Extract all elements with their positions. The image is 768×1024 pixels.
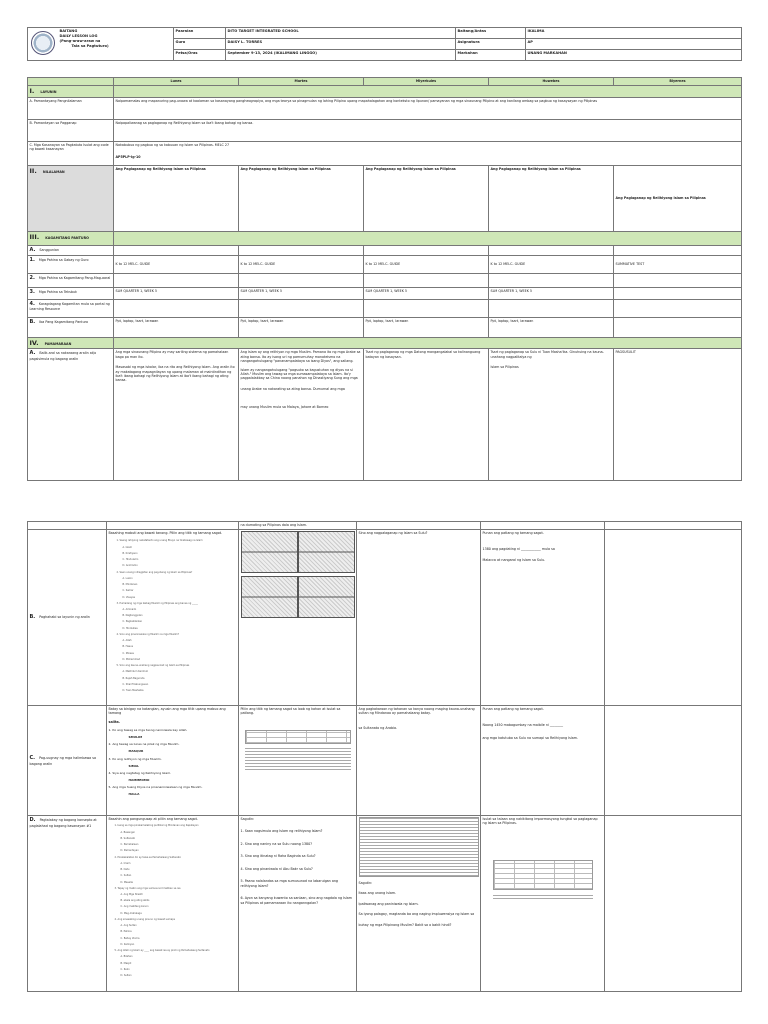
quiz-item: 5. Ang Allah ng Islam ay ____ ang bawat isa ay pinili ng Pamahalaang Sultanato [114, 949, 210, 953]
procedure-d-tue [239, 816, 357, 992]
header-table [27, 27, 742, 61]
section-number: III. [29, 232, 40, 241]
quiz-choice: C. Sharif Kabungsuan [122, 682, 149, 686]
resource-label [28, 255, 114, 273]
objective-c-text: Nakabubuo ng pagbuo ng sa kabuuan ng Islam sa Pilipinas. MELC 27 [115, 142, 230, 147]
quiz-choice: A. Aminado [122, 608, 137, 612]
paragraph: 4. Sino ang pinaniwala ni Abu Bakr sa Sulu? [240, 866, 313, 871]
header-value: UNANG MARKAHAN [526, 50, 742, 61]
scramble-word: HALLA [128, 791, 140, 796]
paragraph: Sagutin: [358, 881, 373, 885]
section-title: NILALAMAN [42, 169, 65, 174]
blank-cell [489, 245, 614, 255]
quiz-choice: D. Kamiyan [120, 942, 135, 946]
section-resources [28, 231, 114, 245]
quiz-choice: D. Animismo [122, 564, 138, 568]
quiz-choice: B. Kristiyano [122, 551, 138, 555]
scramble-word: MASQUR [128, 749, 144, 754]
procedure-mon [114, 349, 239, 481]
scramble-item: 4. Siya ang nagtatag ng Relihiyong Islam. [108, 770, 172, 775]
procedure-b-mon [107, 530, 239, 706]
content-cell: Ang Paglaganap ng Relihiyong Islam sa Pilipinas [239, 165, 364, 231]
continued-text: na dumating sa Pilipinas dala ang Islam. [239, 522, 357, 530]
dll-table [27, 77, 742, 481]
paragraph: Masasabi ng mga iskolar, iba na rito ang Relihiyong Islam. Ang aralin ito ay makatagang mapagnilayan ng upang malaman at maintindihan ng iba't ibang bahagi ng Relihiyong Islam at iba't ibang bahagi ng ating bansa. [115, 365, 235, 383]
quiz-list [115, 824, 237, 977]
section-title: PAMAMARAAN [44, 341, 72, 346]
paragraph: 6. Ayon sa kanyang kuwento sa sanlaan, sino ang nagdala ng Islam sa Pilipinas at pamamaraan ito nanganngalan? [240, 896, 353, 905]
paragraph: buhay ng mga Pilipinong Muslim? Bakit sa o bakit hindi? [358, 922, 452, 927]
day-header: Martes [239, 78, 364, 86]
paragraph: Ang mga sinaunang Pilipino ay may sariling sistema ng pamahalaan bago pa man ito. [115, 350, 229, 359]
quiz-choice: D. Visayas [122, 595, 135, 599]
procedure-b-thu [481, 530, 605, 706]
resource-number: A. [29, 246, 36, 253]
blank-cell [114, 245, 239, 255]
scramble-item: 1. Ito ang tawag sa mga taong naniniwala kay Allah. [108, 728, 188, 733]
quiz-choice: C. Pagkakilanlan [122, 620, 143, 624]
blank-cell [614, 245, 742, 255]
quiz-choice: B. Nagtanggolan [122, 614, 143, 618]
procedure-fri: PAGSUSULIT [614, 349, 742, 481]
quiz-choice: B. Hesus [122, 645, 133, 649]
paragraph: Batay sa binigay na katangian, ayusin ang mga titik upang mabuo ang tamang [108, 707, 226, 716]
header-value: DAISY L. TORRES [226, 39, 456, 50]
objective-text: Naipamamalas ang mapanuring pag-unawa at kaalaman sa kasanayang pangheograpiya, ang mga teorya sa pinagmulan ng lahing Pilipino upang mapahalagahan ang konteksto ng lipunan/ pamayanan ng mga sinaunang Pilipino at ang kanilang ambag sa pagbuo ng kasaysayan ng Pilipinas [114, 97, 742, 119]
procedure-b-wed: Sino ang nagpalaganap ng Islam sa Sulu? [357, 530, 481, 706]
paragraph: Sagutin: [240, 817, 255, 821]
quiz-item: 4. Sino ang pinaniniwala ng Muslim na mga Muslim? [116, 632, 180, 636]
resource-number: B. [29, 318, 36, 325]
paragraph: Islam ay nangangahulugang "pagsuko sa kagustuhan ng diyos na si Allah." Muslim ang tawag sa mga sumasampalataya sa Islam. Ito'y pagpalalakbay sa China noong panahon ng Dinastiyang Sung ang mga [240, 367, 358, 381]
quiz-choice: D. Sultan [120, 974, 132, 978]
quiz-choice: C. Sultan [120, 874, 132, 878]
blank-cell [605, 816, 742, 992]
quiz-choice: B. Datu [120, 868, 130, 872]
paragraph: Isulat sa talaan ang nakikitang impormasyong tungkol sa paglaganap ng Islam sa Pilipinas. [482, 817, 598, 826]
procedure-b-tue [239, 530, 357, 706]
resource-value: SLM QUARTER 1, WEEK 5 [239, 287, 364, 299]
procedure-number: A. [29, 350, 36, 357]
scramble-item: 2. Ang tawag sa lunes na pilak ng mga Muslim. [108, 742, 180, 747]
content-cell: Ang Paglaganap ng Relihiyong Islam sa Pilipinas [614, 165, 742, 231]
resource-title: Karagdagang Kagamitan mula sa portal ng Learning Resource [29, 301, 110, 312]
header-label: Asignatura [456, 39, 526, 50]
agency-line: Tala sa Pagtuturo) [71, 43, 109, 48]
resource-value: SLM QUARTER 1, WEEK 5 [489, 287, 614, 299]
quiz-choice: A. Makhdum Karimuli [122, 670, 148, 674]
resource-title: Mga Pahina sa Teksbuk [38, 289, 77, 294]
content-cell: Ang Paglaganap ng Relihiyong Islam sa Pilipinas [114, 165, 239, 231]
blank-cell [107, 522, 239, 530]
paragraph: Basahing mabuti ang bawat tanong. Piliin ang titik ng tamang sagot. [108, 531, 223, 535]
dll-table-continued [27, 521, 742, 992]
quiz-choice: D. Masalia [120, 880, 133, 884]
day-header: Lunes [114, 78, 239, 86]
procedure-c-tue [239, 706, 357, 816]
section-title: KAGAMITANG PANTURO [45, 235, 89, 240]
comic-strip-image [241, 531, 355, 573]
resource-number: 1. [29, 256, 35, 263]
header-label: Petsa/Oras [174, 50, 226, 61]
resource-value: K to 12 MELC- GUIDE [114, 255, 239, 273]
quiz-choice: C. Ang makitang kanon [120, 905, 149, 909]
quiz-item: 3. Pumailang ng mga kaibag Muslim ng Pilipinas ang bansa ng _____ [116, 601, 199, 605]
blank-cell [614, 273, 742, 287]
blank-cell [605, 706, 742, 816]
procedure-number: D. [29, 817, 36, 823]
blank-cell [364, 245, 489, 255]
reading-passage-image [359, 817, 479, 877]
section-objectives [28, 86, 114, 98]
blank-cell [239, 245, 364, 255]
quiz-item: 2. Saan unang inihagpitan ang pag-ibang ng Islam sa Pilipinas? [116, 570, 193, 574]
section-fill [114, 86, 742, 98]
agency-line: (Pang-araw-araw na [59, 38, 101, 43]
quiz-choice: A. Bilahan [120, 955, 133, 959]
row-label: B. Pamantayan sa Pagganap [28, 119, 114, 141]
resource-title: Sanggunian [39, 247, 59, 252]
resource-number: 2. [29, 274, 35, 281]
resource-number: 4. [29, 300, 35, 307]
quiz-choice: C. Rukn [120, 967, 130, 971]
scramble-item: 3. Ito ang relihiyon ng mga Muslim. [108, 756, 162, 761]
section-fill [114, 337, 742, 349]
blank-cell [489, 273, 614, 287]
quiz-choice: A. Ang Sultan [120, 924, 137, 928]
procedure-title: Paghahabi sa layunin ng aralin [39, 615, 90, 620]
objective-code: AP5PLP-Ig-10 [115, 155, 141, 160]
info-table-image [493, 860, 593, 890]
paragraph: Ipaliwanag ang paniniwala ng Islam. [358, 901, 419, 906]
procedure-d-mon [107, 816, 239, 992]
choices-box-image [245, 730, 351, 744]
paragraph: Tsart ng paglaganap sa Sulu ni Tuan Masha'ika. Ginuhuing na kauna-unahang nagpalitalya ng [490, 350, 604, 359]
header-agency-cell [28, 28, 174, 61]
paragraph: Punan ang patlang ng tamang sagot. [482, 531, 544, 535]
section-content [28, 165, 114, 231]
paragraph: Piliin ang titik ng tamang sagot sa loob ng kahon at isulat sa patlang. [240, 707, 341, 716]
scramble-word: HAMMEDMO [128, 777, 150, 782]
resource-value: K to 12 MELC- GUIDE [489, 255, 614, 273]
procedure-c-mon [107, 706, 239, 816]
blank-cell [364, 299, 489, 317]
quiz-choice: B. Sultanato [120, 836, 136, 840]
paragraph: ang mga katutubo sa Sulu na sumapi sa Relihiyong Islam. [482, 735, 579, 740]
resource-value: SLM QUARTER 1, WEEK 5 [114, 287, 239, 299]
blank-cell [114, 273, 239, 287]
resource-value [614, 317, 742, 337]
scramble-word: SMULIM [128, 735, 143, 740]
blank-cell [481, 522, 605, 530]
scramble-word: SIMAL [128, 763, 139, 768]
blank-cell [364, 273, 489, 287]
page-2 [27, 521, 741, 992]
quiz-choice: C. Bahay Idoma [120, 936, 140, 940]
header-label: Paaralan [174, 28, 226, 39]
procedure-d-thu [481, 816, 605, 992]
resource-label [28, 299, 114, 317]
quiz-choice: C. Moises [122, 651, 134, 655]
deped-seal-icon [31, 31, 55, 55]
paragraph: 1. Saan nagsimula ang Islam ng relihiyong Islam? [240, 829, 323, 834]
resource-value: Ppt, laptop, tsart, larawan [114, 317, 239, 337]
section-number: IV. [29, 338, 39, 347]
section-number: I. [29, 87, 35, 95]
procedure-number: C. [29, 754, 36, 761]
quiz-item: 3. Tapay ng mabin ang mga sumusunod maliban sa isa [114, 886, 181, 890]
paragraph: Islam sa Pilipinas [490, 365, 519, 370]
blank-cell [489, 299, 614, 317]
paragraph: Itaas ang unang Islam. [358, 891, 397, 896]
quiz-choice: D. Mohammad [122, 657, 141, 661]
blank-cell [614, 299, 742, 317]
procedure-c-thu [481, 706, 605, 816]
procedure-thu [489, 349, 614, 481]
quiz-item: 2. Pinakakalatan ito ay tawa sa Pamahalaang Sultanato [114, 855, 181, 859]
comic-strip-image [241, 576, 355, 618]
procedure-number: B. [29, 614, 36, 621]
agency-line: BAITANG [59, 29, 78, 33]
resource-value: Ppt, laptop, tsart, larawan [239, 317, 364, 337]
day-header: Biyernes [614, 78, 742, 86]
quiz-choice: C. Hinduismo [122, 558, 139, 562]
paragraph: Sa iyong palagay, magtanda ba ang naging impluwensiya ng Islam sa [358, 912, 475, 917]
procedure-d-wed [357, 816, 481, 992]
objective-text [114, 141, 742, 165]
procedure-label [28, 530, 107, 706]
quiz-choice: B. Masjid [120, 961, 132, 965]
header-label: Baitang/Antas [456, 28, 526, 39]
resource-value: Ppt, laptop, tsart, larawan [364, 317, 489, 337]
row-label: C. Mga Kasanayan sa Pagkatuto Isulat ang code ng bawat kasanayan [28, 141, 114, 165]
procedure-title: Pagtalakay ng bagong konsepto at paglalahad ng bagong kasanayan #1 [29, 818, 97, 828]
blank-cell [114, 299, 239, 317]
resource-value: K to 12 MELC- GUIDE [239, 255, 364, 273]
resource-title: Mga Pahina sa Kagamitang Pang-Mag-aaral [38, 275, 111, 280]
quiz-choice: B. Pahina [120, 930, 132, 934]
quiz-choice: C. Samar [122, 589, 134, 593]
header-value: DITO TARGET INTEGRATED SCHOOL [226, 28, 456, 39]
resource-label [28, 287, 114, 299]
resource-value: SUMMATIVE TEST [614, 255, 742, 273]
paragraph: 1380 ang pagdating ni ____________ mula sa [482, 547, 555, 552]
row-label: A. Pamantayang Pangnilalaman [28, 97, 114, 119]
resource-number: 3. [29, 288, 35, 295]
paragraph: Ang pagkakaroon ng tahanan sa kanya noong maging kauna-unahang sultan ng Mindanao ay pamahalaang batay. [358, 707, 475, 716]
paragraph: sa Sultanato ng Arabia. [358, 725, 398, 730]
content-cell: Ang Paglaganap ng Relihiyong Islam sa Pilipinas [489, 165, 614, 231]
header-value: September 9-13, 2024 (IKALIMANG LINGGO) [226, 50, 456, 61]
quiz-choice: A. Ang Mga Sheikh [120, 893, 143, 897]
resource-title: Mga Pahina sa Gabay ng Guro [38, 257, 89, 262]
section-procedure [28, 337, 114, 349]
paragraph: Basahin ang pangungusap at piliin ang tamang sagot. [108, 817, 198, 821]
resource-value: SLM QUARTER 1, WEEK 5 [364, 287, 489, 299]
procedure-tue [239, 349, 364, 481]
procedure-title: Balik-aral sa nakaraang aralin at/o pagsisimula ng bagong aralin [29, 351, 97, 362]
quiz-choice: A. Islam [122, 545, 133, 549]
section-number: II. [29, 166, 37, 175]
scramble-item: 5. Ang mga huang Diyos na pinananiniwalaan ng mga Muslim. [108, 784, 203, 789]
day-header-blank [28, 78, 114, 86]
header-value: AP [526, 39, 742, 50]
quiz-choice: B. Mindanao [122, 583, 138, 587]
resource-title: Iba Pang Kagamitang Panturo [39, 319, 88, 324]
blank-cell [239, 299, 364, 317]
paragraph: Punan ang patlang ng tamang sagot. [482, 707, 544, 711]
agency-line: DAILY LESSON LOG [59, 33, 98, 38]
resource-label [28, 273, 114, 287]
procedure-c-wed [357, 706, 481, 816]
quiz-choice: C. Pamahalaan [120, 843, 139, 847]
resource-value: Ppt, laptop, tsart, larawan [489, 317, 614, 337]
quiz-choice: D. Tuan Mashaika [122, 689, 144, 693]
paragraph: 5. Paano nalalandas sa mga sumusunod na labaruigan ang relihiyong Islam? [240, 879, 339, 888]
table-caption-lines-image [493, 894, 593, 899]
quiz-list [117, 539, 237, 692]
quiz-choice: A. Basangai [120, 830, 135, 834]
resource-label [28, 245, 114, 255]
procedure-label [28, 706, 107, 816]
quiz-choice: A. Allah [122, 639, 132, 643]
quiz-choice: B. Rajah Baguinda [122, 676, 145, 680]
section-title: LAYUNIN [40, 90, 57, 94]
blank-cell [605, 522, 742, 530]
header-label: Guro [174, 39, 226, 50]
day-header: Huwebes [489, 78, 614, 86]
quiz-choice: A. Luzon [122, 576, 133, 580]
blank-cell [239, 273, 364, 287]
quiz-choice: B. abala ang ating abilis [120, 899, 150, 903]
page-1 [27, 27, 741, 481]
paragraph: 3. Sino ang itinatag ni Raha Baginda sa Sulu? [240, 854, 316, 859]
paragraph: Tsart ng paglaganap ng mga Datong mangangalakal sa kalinanguang batayan ng kasaysan. [365, 350, 481, 359]
quiz-item: 5. Sino ang kauna-unahang nagpaunlad ng Islam sa Pilipinas [116, 664, 190, 668]
content-cell: Ang Paglaganap ng Relihiyong Islam sa Pilipinas [364, 165, 489, 231]
fill-blank-lines-image [245, 748, 351, 770]
paragraph: salita. [108, 719, 121, 724]
quiz-item: 1. Saang rehiyong nakatatanto ang unang Ebuyo na tinatawag na Islam [116, 539, 203, 543]
section-fill [114, 231, 742, 245]
quiz-choice: D. Hindukisa [122, 626, 138, 630]
resource-label [28, 317, 114, 337]
procedure-label [28, 816, 107, 992]
paragraph: Noong 1450 mabagumbay na maibile ni ________ [482, 723, 564, 728]
resource-value: K to 12 MELC- GUIDE [364, 255, 489, 273]
day-header: Miyerkules [364, 78, 489, 86]
quiz-choice: A. Imam [120, 861, 131, 865]
objective-text: Naipapaliwanag sa paglaganap ng Relihiyong Islam sa iba't ibang bahagi ng bansa. [114, 119, 742, 141]
procedure-title: Pag-uugnay ng mga halimbawa sa bagong aralin [29, 755, 96, 766]
header-label: Markahan [456, 50, 526, 61]
procedure-label [28, 349, 114, 481]
paragraph: may unang Muslim mula sa Malaya, Jahore at Borneo [240, 405, 329, 410]
paragraph: unang Arabe na nakarating sa ating bansa. Dumurnal ang mga [240, 386, 345, 391]
blank-cell [28, 522, 107, 530]
quiz-item: 4. Ang sinasabing unang pinuno ng bawat sumaps [114, 917, 175, 921]
blank-cell [357, 522, 481, 530]
header-value: IKALIMA [526, 28, 742, 39]
quiz-item: 1. Isang sa mga pinakamalaking pulitikal ng Mindanao ang Kapatayan [114, 824, 199, 828]
quiz-choice: D. Pamantayan [120, 849, 139, 853]
procedure-wed [364, 349, 489, 481]
quiz-choice: D. Mag-mahalaga [120, 911, 142, 915]
paragraph: Ang Islam ay ang relihiyon ng mga Muslim. Pamana ito ng mga Arabe sa ating bansa. Ito ay isang uri ng pamumuhay monoteismo na nangangahulugang "pananampalataya sa isang Diyos", ang sailang. [240, 350, 361, 364]
scramble-list [109, 728, 237, 795]
resource-value [614, 287, 742, 299]
paragraph: Malacca at nangaral ng Islam sa Sulu. [482, 557, 546, 562]
blank-cell [605, 530, 742, 706]
paragraph: 2. Sino ang naniny na sa Sulu noong 1380? [240, 841, 312, 846]
